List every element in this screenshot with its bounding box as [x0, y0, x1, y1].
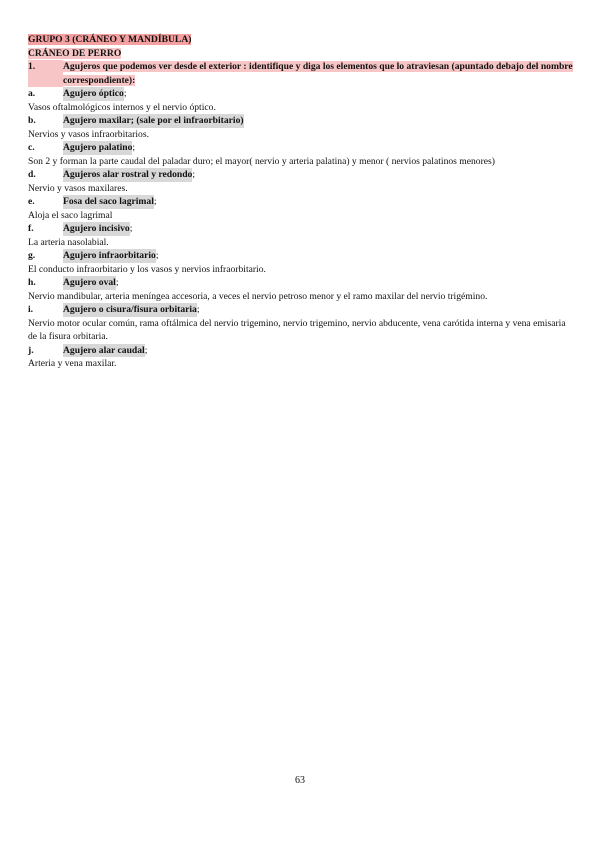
list-item-b [28, 114, 573, 128]
list-item-c [28, 141, 573, 155]
item-suffix: ; [153, 196, 157, 207]
list-item-g [28, 249, 573, 263]
item-description: Nervio y vasos maxilares. [28, 182, 128, 194]
list-item-e [28, 195, 573, 209]
list-item-a [28, 87, 573, 101]
item-title: Agujero infraorbitario [63, 250, 156, 261]
item-letter: h. [28, 277, 36, 288]
item-title: Agujeros alar rostral y redondo [63, 169, 193, 180]
item-title: Agujero incisivo [63, 223, 130, 234]
item-description: Son 2 y forman la parte caudal del paladar duro; el mayor( nervio y arteria palatina) y menor ( nervios palatinos menores) [28, 155, 495, 167]
list-item-i [28, 303, 573, 317]
item-letter: a. [28, 88, 36, 99]
item-description: Nervio mandibular, arteria meníngea accesoria, a veces el nervio petroso menor y el ramo maxilar del nervio trigémino. [28, 290, 488, 302]
item-description: Nervios y vasos infraorbitarios. [28, 128, 149, 140]
item-description: Aloja el saco lagrimal [28, 209, 113, 221]
document-content [28, 33, 573, 371]
item-description: Arteria y vena maxilar. [28, 358, 117, 369]
item-title: Agujero o cisura/fisura orbitaria [63, 304, 197, 315]
item-suffix: ; [115, 277, 119, 288]
question-number: 1. [28, 60, 63, 87]
group-heading [28, 33, 573, 47]
item-letter: b. [28, 115, 36, 126]
item-letter: f. [28, 223, 34, 234]
item-letter: j. [28, 344, 34, 356]
item-suffix: ; [123, 88, 127, 99]
item-suffix: ; [129, 223, 133, 234]
list-item-d [28, 168, 573, 182]
item-letter: e. [28, 196, 35, 207]
list-item-f [28, 222, 573, 236]
item-suffix: ; [144, 344, 148, 356]
list-item-h [28, 276, 573, 290]
item-description: La arteria nasolabial. [28, 236, 109, 248]
item-description: Nervio motor ocular común, rama oftálmica del nervio trigemino, nervio trigemino, nervio abducente, vena carótida interna y vena emisaria de la fisura orbitaria. [28, 317, 566, 342]
item-letter: i. [28, 304, 34, 315]
item-letter: c. [28, 142, 35, 153]
item-title: Agujero maxilar; (sale por el infraorbitario) [63, 115, 244, 126]
item-description: Vasos oftalmológicos internos y el nervio óptico. [28, 101, 216, 113]
list-item-j [28, 344, 573, 358]
item-suffix: ; [132, 142, 136, 153]
section-subtitle [28, 47, 573, 61]
item-title: Agujero alar caudal [63, 344, 145, 356]
question-1 [28, 60, 573, 87]
item-description: El conducto infraorbitario y los vasos y nervios infraorbitario. [28, 263, 266, 275]
item-title: Agujero palatino [63, 142, 133, 153]
item-suffix: ; [155, 250, 159, 261]
question-text: Agujeros que podemos ver desde el exterior : identifique y diga los elementos que lo atraviesan (apuntado debajo del nombre correspondiente): [63, 61, 573, 86]
item-letter: g. [28, 250, 36, 261]
item-suffix: ; [196, 304, 200, 315]
item-letter: d. [28, 169, 36, 180]
item-suffix: ; [192, 169, 196, 180]
group-heading-text: GRUPO 3 (CRÁNEO Y MANDÍBULA) [28, 34, 192, 45]
section-subtitle-text: CRÁNEO DE PERRO [28, 47, 122, 59]
item-title: Agujero oval [63, 277, 116, 288]
item-title: Agujero óptico [63, 88, 124, 99]
page-number: 63 [295, 775, 305, 786]
item-title: Fosa del saco lagrimal [63, 196, 154, 207]
